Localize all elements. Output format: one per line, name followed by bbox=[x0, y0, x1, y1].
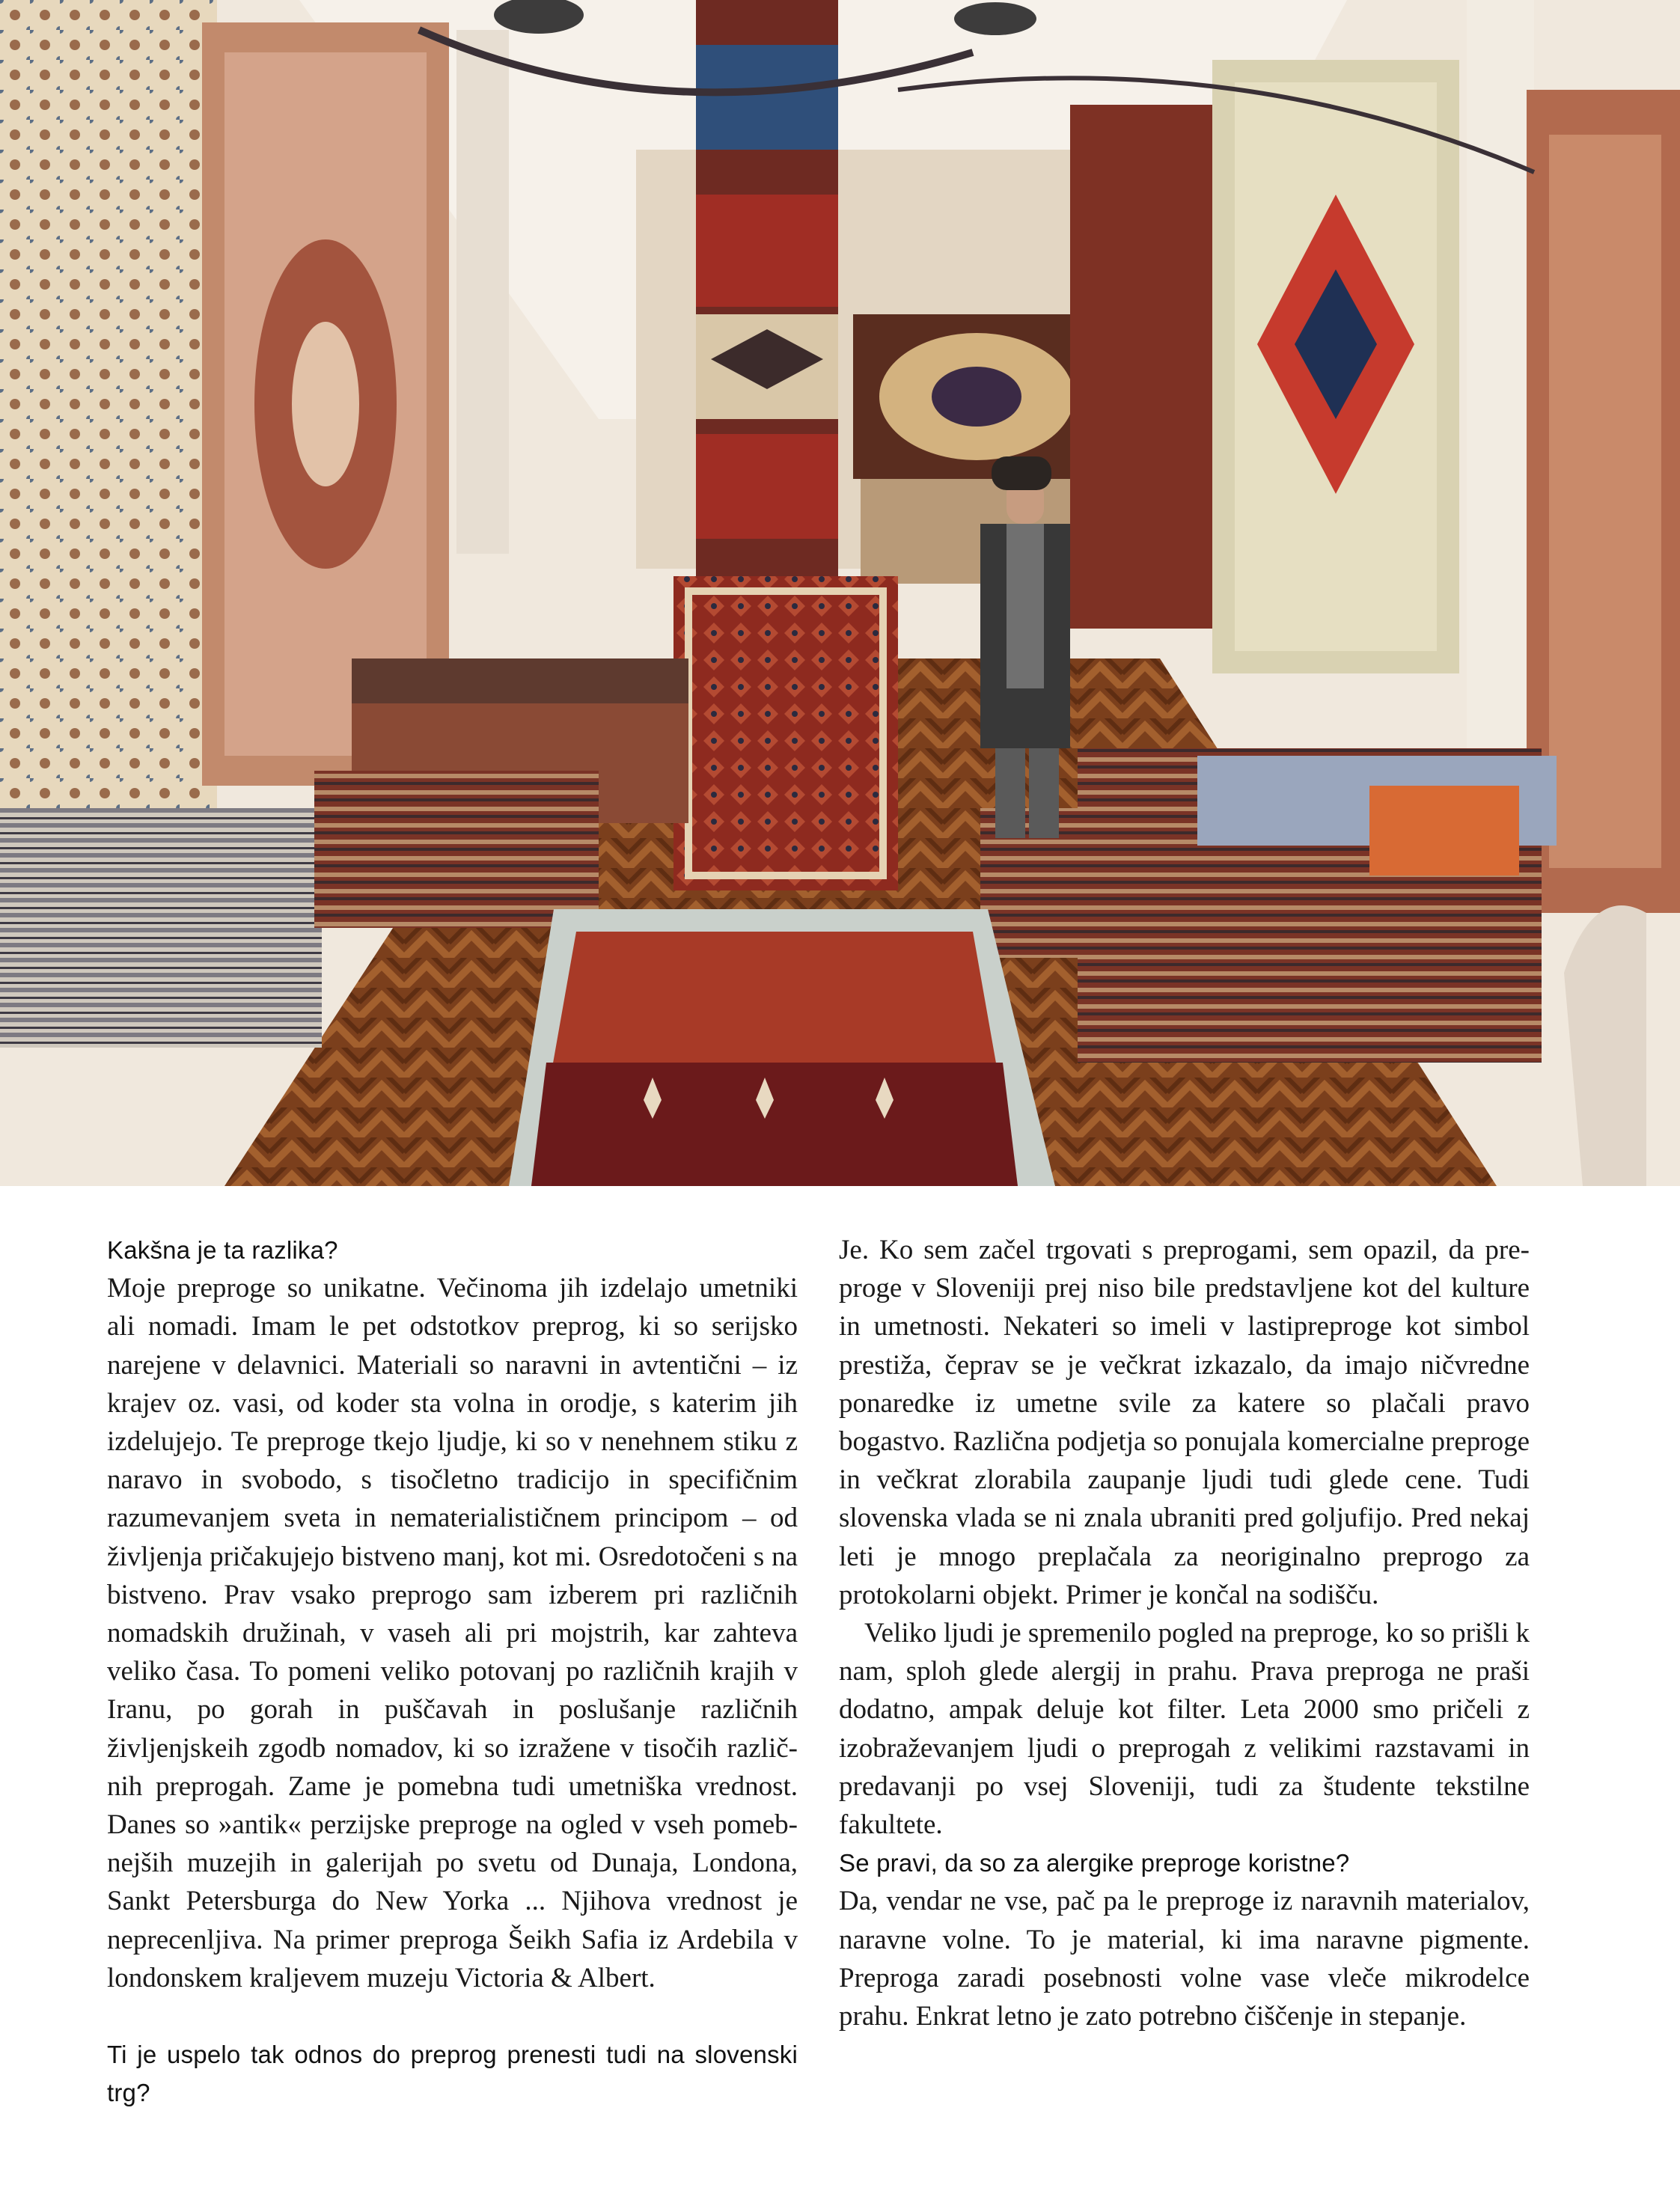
answer-paragraph: Je. Ko sem začel trgovati s preprogami, sem opazil, da preproge v Sloveniji prej niso bile predstavljene kot del kulture in umetnosti. Nekateri so imeli v lastipreproge kot simbol prestiža, čeprav se je večkrat izkazalo, da imajo ničvredne ponaredke iz umetne svile za katere so plačali pravo bogastvo. Različna podjetja so ponujala komercialne preproge in večkrat zlorabila zaupanje ljudi tudi glede cene. Tudi slovenska vlada se ni znala ubraniti pred goljufijo. Pred nekaj leti je mnogo preplačala za neoriginalno preprogo za protokolarni objekt. Primer je končal na sodišču. bbox=[839, 1235, 1530, 1610]
question-heading: Ti je uspelo tak odnos do preprog prenesti tudi na slovenski trg? bbox=[107, 2041, 798, 2107]
question-heading: Se pravi, da so za alergike preproge koristne? bbox=[839, 1849, 1350, 1877]
answer-paragraph: Moje preproge so unikatne. Večinoma jih izdelajo umetniki ali nomadi. Imam le pet odstotkov preprog, ki so serijsko narejene v delavnici. Materiali so naravni in avtentični – iz krajev oz. vasi, od koder sta volna in orodje, s katerim jih izdelujejo. Te preproge tkejo ljudje, ki so v nenehnem stiku z naravo in svobodo, s tisočletno tradicijo in specifičnim razumevanjem sveta in nematerialističnem principom – od življenja pričakujejo bistveno manj, kot mi. Osredotočeni s na bistveno. Prav vsako preprogo sam izberem pri različnih nomadskih družinah, v vaseh ali pri mojstrih, kar zahteva veliko časa. To pomeni veliko potovanj po različnih krajih v Iranu, po gorah in puščavah in poslušanje različnih življenjskeih zgodb nomadov, ki so izražene v tisočih različnih preprogah. Zame je pomebna tudi umetniška vrednost. Danes so »antik« perzijske preproge na ogled v vseh pomebnejših muzejih in galerijah po svetu od Dunaja, Londona, Sankt Petersburga do New Yorka ... Njihova vrednost je neprecenljiva. Na primer preproga Šeikh Safia iz Ardebila v londonskem kraljevem muzeju Victoria & Albert. bbox=[107, 1273, 798, 1993]
question-heading: Kakšna je ta razlika? bbox=[107, 1236, 338, 1264]
left-text-column bbox=[107, 1231, 798, 2112]
right-text-column bbox=[839, 1231, 1530, 2035]
paragraph-spacer bbox=[107, 1997, 798, 2035]
answer-paragraph: Da, vendar ne vse, pač pa le preproge iz naravnih materialov, naravne volne. To je material, ki ima naravne pigmente. Preproga zaradi posebnosti volne vase vleče mikrodelce prahu. Enkrat letno je zato potrebno čiščenje in stepanje. bbox=[839, 1886, 1530, 2032]
answer-paragraph: Veliko ljudi je spremenilo pogled na preproge, ko so prišli k nam, sploh glede alergij in prahu. Prava preproga ne praši dodatno, ampak deluje kot filter. Leta 2000 smo pričeli z izobraževanjem ljudi o preprogah z velikimi razstavami in predavanji po vsej Sloveniji, tudi za študente tekstilne fakultete. bbox=[839, 1618, 1530, 1841]
